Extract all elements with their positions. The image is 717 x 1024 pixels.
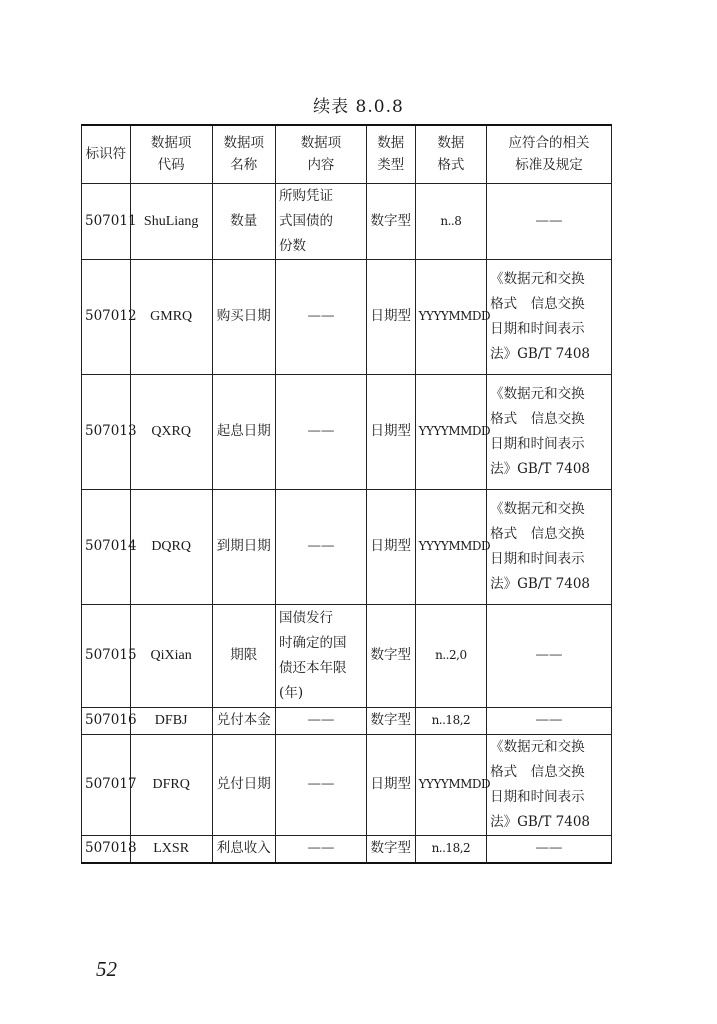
cell-id: 507015	[82, 604, 131, 707]
cell-code: ShuLiang	[130, 183, 212, 259]
cell-format: n..18,2	[415, 707, 486, 734]
cell-standard: ——	[487, 707, 612, 734]
cell-code: GMRQ	[130, 259, 212, 374]
cell-id: 507017	[82, 734, 131, 835]
cell-name: 购买日期	[212, 259, 276, 374]
table-row	[82, 259, 612, 374]
cell-type: 日期型	[366, 374, 415, 489]
cell-standard: 《数据元和交换 格式 信息交换 日期和时间表示 法》GB/T 7408	[487, 734, 612, 835]
table-row	[82, 734, 612, 835]
header-standard: 应符合的相关 标准及规定	[487, 125, 612, 183]
cell-content: ——	[276, 489, 367, 604]
cell-id: 507013	[82, 374, 131, 489]
cell-content: ——	[276, 734, 367, 835]
cell-format: n..18,2	[415, 835, 486, 863]
table-row	[82, 183, 612, 259]
cell-content: ——	[276, 835, 367, 863]
table-row	[82, 604, 612, 707]
cell-format: YYYYMMDD	[415, 374, 486, 489]
cell-name: 利息收入	[212, 835, 276, 863]
table-row	[82, 835, 612, 863]
cell-standard: 《数据元和交换 格式 信息交换 日期和时间表示 法》GB/T 7408	[487, 489, 612, 604]
cell-standard: ——	[487, 604, 612, 707]
cell-id: 507011	[82, 183, 131, 259]
cell-type: 数字型	[366, 835, 415, 863]
page-number: 52	[96, 957, 117, 981]
table-row	[82, 374, 612, 489]
cell-standard: 《数据元和交换 格式 信息交换 日期和时间表示 法》GB/T 7408	[487, 259, 612, 374]
header-name: 数据项 名称	[212, 125, 276, 183]
cell-standard: ——	[487, 835, 612, 863]
cell-code: DFBJ	[130, 707, 212, 734]
cell-format: YYYYMMDD	[415, 734, 486, 835]
cell-content: ——	[276, 707, 367, 734]
cell-content: ——	[276, 374, 367, 489]
cell-type: 日期型	[366, 259, 415, 374]
data-item-table	[81, 124, 612, 864]
cell-code: DQRQ	[130, 489, 212, 604]
cell-name: 数量	[212, 183, 276, 259]
cell-type: 数字型	[366, 604, 415, 707]
cell-content: 所购凭证 式国债的 份数	[276, 183, 367, 259]
cell-format: YYYYMMDD	[415, 489, 486, 604]
cell-content: 国债发行 时确定的国 债还本年限 (年)	[276, 604, 367, 707]
cell-id: 507012	[82, 259, 131, 374]
cell-standard: 《数据元和交换 格式 信息交换 日期和时间表示 法》GB/T 7408	[487, 374, 612, 489]
header-id: 标识符	[82, 125, 131, 183]
header-type: 数据 类型	[366, 125, 415, 183]
cell-name: 兑付本金	[212, 707, 276, 734]
header-content: 数据项 内容	[276, 125, 367, 183]
cell-type: 数字型	[366, 707, 415, 734]
header-row	[82, 125, 612, 183]
cell-name: 起息日期	[212, 374, 276, 489]
cell-format: YYYYMMDD	[415, 259, 486, 374]
cell-type: 数字型	[366, 183, 415, 259]
cell-content: ——	[276, 259, 367, 374]
cell-format: n..2,0	[415, 604, 486, 707]
cell-standard: ——	[487, 183, 612, 259]
cell-id: 507018	[82, 835, 131, 863]
table-row	[82, 707, 612, 734]
cell-format: n..8	[415, 183, 486, 259]
table-caption: 续表 8.0.8	[313, 97, 404, 117]
cell-code: LXSR	[130, 835, 212, 863]
cell-code: QXRQ	[130, 374, 212, 489]
cell-name: 期限	[212, 604, 276, 707]
cell-name: 兑付日期	[212, 734, 276, 835]
cell-code: QiXian	[130, 604, 212, 707]
cell-name: 到期日期	[212, 489, 276, 604]
header-code: 数据项 代码	[130, 125, 212, 183]
header-format: 数据 格式	[415, 125, 486, 183]
cell-type: 日期型	[366, 734, 415, 835]
cell-id: 507014	[82, 489, 131, 604]
cell-code: DFRQ	[130, 734, 212, 835]
cell-id: 507016	[82, 707, 131, 734]
table-row	[82, 489, 612, 604]
cell-type: 日期型	[366, 489, 415, 604]
